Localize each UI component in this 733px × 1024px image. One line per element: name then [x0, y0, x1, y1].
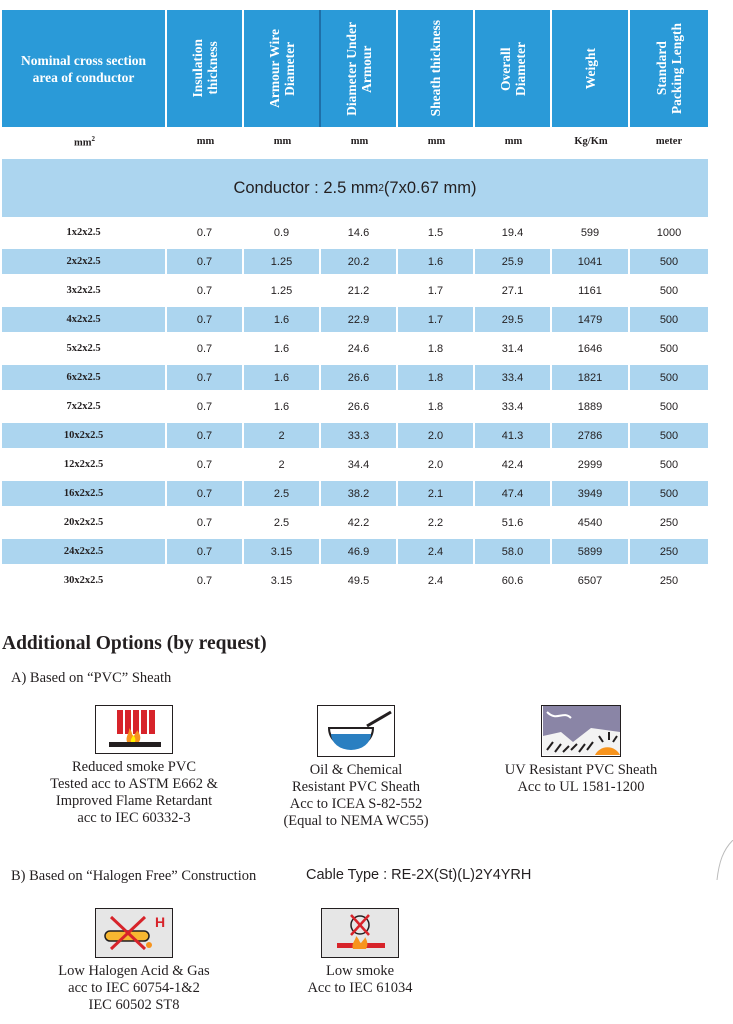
table-cell: 22.9	[321, 307, 398, 332]
table-cell: 29.5	[475, 307, 552, 332]
table-cell: 500	[630, 423, 708, 448]
table-cell: 26.6	[321, 394, 398, 419]
header-packing-length: Standard Packing Length	[630, 10, 708, 127]
table-cell: 0.7	[167, 539, 244, 564]
table-cell: 1.5	[398, 220, 475, 245]
oil-chemical-text: Oil & Chemical Resistant PVC Sheath Acc to ICEA S-82-552 (Equal to NEMA WC55)	[283, 762, 429, 829]
table-cell: 1.6	[244, 394, 321, 419]
option-low-smoke	[266, 908, 454, 997]
table-row	[2, 249, 708, 274]
table-cell: 1.6	[244, 365, 321, 390]
table-cell: 1821	[552, 365, 630, 390]
low-smoke-icon	[321, 908, 399, 958]
table-cell: 0.7	[167, 365, 244, 390]
table-cell: 1000	[656, 226, 682, 239]
cable-type-label: Cable Type : RE-2X(St)(L)2Y4YRH	[306, 867, 532, 883]
row-cable-size: 2x2x2.5	[2, 249, 167, 274]
table-cell: 1.8	[398, 365, 475, 390]
table-row	[2, 568, 708, 593]
low-smoke-text: Low smoke Acc to IEC 61034	[307, 963, 413, 996]
table-row	[2, 539, 708, 564]
table-row	[2, 452, 708, 477]
table-header-row	[2, 10, 708, 127]
table-cell: 500	[659, 342, 679, 355]
row-cable-size: 6x2x2.5	[2, 365, 167, 390]
table-cell: 1.25	[244, 278, 321, 303]
table-cell: 2786	[552, 423, 630, 448]
low-halogen-text: Low Halogen Acid & Gas acc to IEC 60754-1&2 IEC 60502 ST8	[58, 963, 210, 1013]
table-cell: 42.2	[321, 510, 398, 535]
table-body	[2, 220, 708, 593]
unit-armour-wire: mm	[273, 136, 292, 147]
header-diameter-under-armour: Diameter Under Armour	[321, 10, 398, 127]
table-cell: 1.8	[398, 394, 475, 419]
conductor-sup: 2	[378, 182, 384, 194]
units-row	[2, 127, 708, 156]
table-cell: 1.6	[244, 336, 321, 361]
unit-packing: meter	[655, 136, 683, 147]
row-cable-size: 4x2x2.5	[2, 307, 167, 332]
table-cell: 1.8	[398, 336, 475, 361]
section-b-heading: B) Based on “Halogen Free” Construction	[11, 868, 257, 884]
table-cell: 2.4	[398, 568, 475, 593]
table-cell: 500	[659, 458, 679, 471]
header-armour-wire-diameter: Armour Wire Diameter	[244, 10, 321, 127]
table-cell: 2.0	[398, 423, 475, 448]
table-cell: 24.6	[321, 336, 398, 361]
table-cell: 46.9	[321, 539, 398, 564]
table-cell: 38.2	[321, 481, 398, 506]
table-cell: 2.1	[398, 481, 475, 506]
table-row	[2, 220, 708, 245]
table-row	[2, 394, 708, 419]
table-row	[2, 481, 708, 506]
option-reduced-smoke	[36, 705, 232, 827]
unit-overall: mm	[504, 136, 523, 147]
table-cell: 0.7	[167, 220, 244, 245]
table-cell: 2999	[552, 452, 630, 477]
svg-text:H: H	[154, 914, 165, 930]
table-cell: 599	[552, 220, 630, 245]
oil-chemical-icon	[317, 705, 395, 757]
table-cell: 250	[659, 574, 679, 587]
header-insulation-thickness: Insulation thickness	[167, 10, 244, 127]
table-cell: 2.5	[244, 481, 321, 506]
table-cell: 1646	[552, 336, 630, 361]
table-row	[2, 423, 708, 448]
table-row	[2, 365, 708, 390]
row-cable-size: 1x2x2.5	[2, 220, 167, 245]
table-cell: 1.6	[244, 307, 321, 332]
table-cell: 2.0	[398, 452, 475, 477]
table-cell: 1.7	[398, 307, 475, 332]
row-cable-size: 12x2x2.5	[2, 452, 167, 477]
conductor-suffix: (7x0.67 mm)	[383, 178, 477, 197]
table-cell: 1041	[552, 249, 630, 274]
row-cable-size: 16x2x2.5	[2, 481, 167, 506]
table-cell: 0.7	[167, 481, 244, 506]
row-cable-size: 3x2x2.5	[2, 278, 167, 303]
table-cell: 500	[659, 284, 679, 297]
row-cable-size: 10x2x2.5	[2, 423, 167, 448]
uv-resistant-icon	[541, 705, 621, 757]
table-cell: 1.7	[398, 278, 475, 303]
table-cell: 27.1	[475, 278, 552, 303]
row-cable-size: 24x2x2.5	[2, 539, 167, 564]
additional-options-title: Additional Options (by request)	[2, 633, 267, 654]
page-curl-mark	[713, 840, 733, 880]
option-low-halogen	[36, 908, 232, 1014]
table-cell: 5899	[552, 539, 630, 564]
table-cell: 250	[659, 516, 679, 529]
table-cell: 26.6	[321, 365, 398, 390]
table-cell: 2.4	[398, 539, 475, 564]
unit-weight: Kg/Km	[574, 136, 608, 147]
table-cell: 0.7	[167, 568, 244, 593]
table-cell: 19.4	[475, 220, 552, 245]
row-cable-size: 30x2x2.5	[2, 568, 167, 593]
table-cell: 500	[630, 249, 708, 274]
table-cell: 58.0	[475, 539, 552, 564]
table-cell: 33.3	[321, 423, 398, 448]
table-cell: 500	[659, 400, 679, 413]
table-cell: 500	[630, 365, 708, 390]
table-cell: 20.2	[321, 249, 398, 274]
table-cell: 33.4	[475, 365, 552, 390]
table-cell: 60.6	[475, 568, 552, 593]
table-cell: 41.3	[475, 423, 552, 448]
table-cell: 0.7	[167, 510, 244, 535]
table-cell: 3949	[552, 481, 630, 506]
table-cell: 1161	[552, 278, 630, 303]
table-cell: 0.7	[167, 278, 244, 303]
table-row	[2, 336, 708, 361]
section-a-heading: A) Based on “PVC” Sheath	[11, 670, 172, 686]
table-cell: 2	[244, 423, 321, 448]
table-row	[2, 278, 708, 303]
conductor-band	[2, 159, 708, 217]
header-overall-diameter: Overall Diameter	[475, 10, 552, 127]
table-cell: 0.7	[167, 336, 244, 361]
row-cable-size: 5x2x2.5	[2, 336, 167, 361]
table-cell: 25.9	[475, 249, 552, 274]
table-cell: 0.7	[167, 394, 244, 419]
table-cell: 21.2	[321, 278, 398, 303]
unit-sheath: mm	[427, 136, 446, 147]
table-cell: 2	[244, 452, 321, 477]
header-sheath-thickness: Sheath thickness	[398, 10, 475, 127]
table-cell: 0.7	[167, 452, 244, 477]
table-cell: 42.4	[475, 452, 552, 477]
table-cell: 1479	[552, 307, 630, 332]
table-cell: 2.5	[244, 510, 321, 535]
table-cell: 0.7	[167, 249, 244, 274]
table-cell: 0.7	[167, 423, 244, 448]
reduced-smoke-icon	[95, 705, 173, 754]
table-cell: 0.7	[167, 307, 244, 332]
table-cell: 2.2	[398, 510, 475, 535]
unit-insulation: mm	[196, 136, 215, 147]
conductor-prefix: Conductor : 2.5 mm	[233, 178, 379, 197]
table-row	[2, 307, 708, 332]
table-row	[2, 510, 708, 535]
table-cell: 500	[630, 481, 708, 506]
table-cell: 6507	[552, 568, 630, 593]
reduced-smoke-text: Reduced smoke PVC Tested acc to ASTM E662 & Improved Flame Retardant acc to IEC 60332-3	[50, 759, 218, 826]
option-oil-chemical	[258, 705, 454, 830]
cable-spec-table	[2, 10, 708, 597]
header-weight: Weight	[552, 10, 630, 127]
table-cell: 1.6	[398, 249, 475, 274]
header-cross-section: Nominal cross section area of conductor	[2, 10, 167, 127]
table-cell: 51.6	[475, 510, 552, 535]
table-cell: 49.5	[321, 568, 398, 593]
unit-under-armour: mm	[350, 136, 369, 147]
table-cell: 34.4	[321, 452, 398, 477]
option-uv-resistant	[478, 705, 684, 796]
table-cell: 33.4	[475, 394, 552, 419]
table-cell: 14.6	[321, 220, 398, 245]
row-cable-size: 20x2x2.5	[2, 510, 167, 535]
table-cell: 0.9	[244, 220, 321, 245]
table-cell: 500	[630, 307, 708, 332]
low-halogen-icon	[95, 908, 173, 958]
table-cell: 3.15	[244, 568, 321, 593]
table-cell: 47.4	[475, 481, 552, 506]
table-cell: 250	[630, 539, 708, 564]
table-cell: 4540	[552, 510, 630, 535]
table-cell: 3.15	[244, 539, 321, 564]
table-cell: 31.4	[475, 336, 552, 361]
unit-cross-section: $mm^2$	[74, 134, 95, 149]
uv-resistant-text: UV Resistant PVC Sheath Acc to UL 1581-1200	[504, 762, 658, 795]
table-cell: 1889	[552, 394, 630, 419]
table-cell: 1.25	[244, 249, 321, 274]
row-cable-size: 7x2x2.5	[2, 394, 167, 419]
